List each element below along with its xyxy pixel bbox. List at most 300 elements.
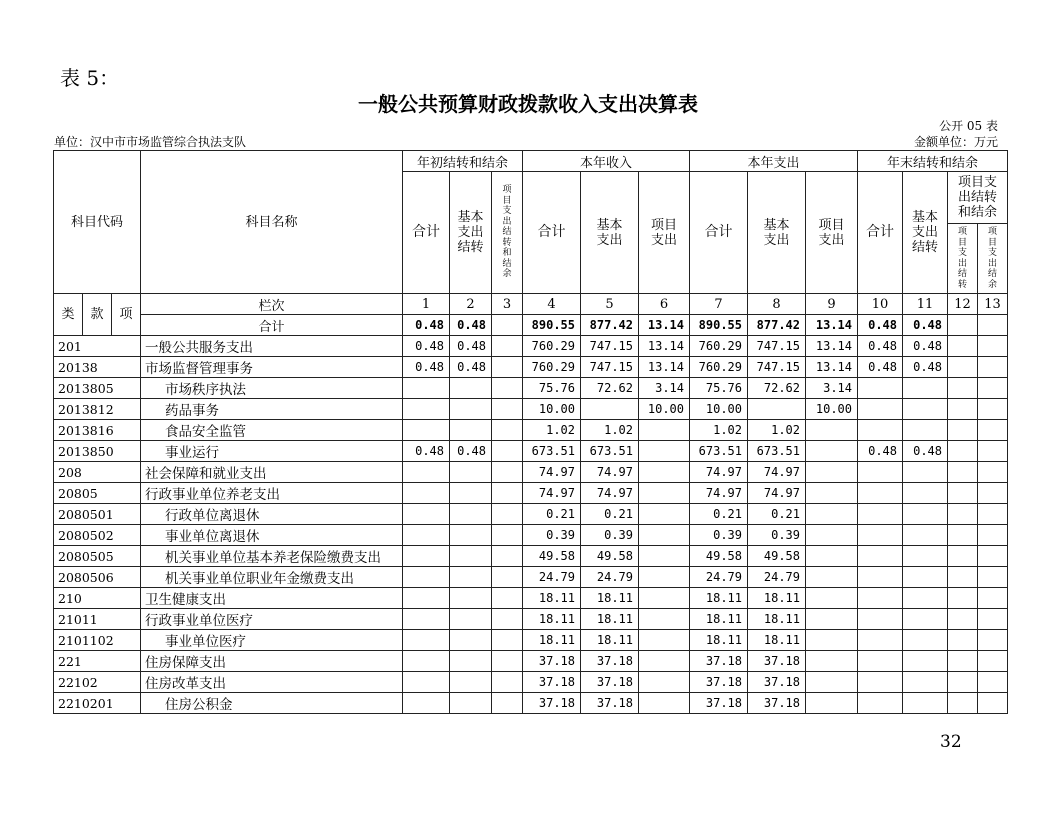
amount-cell xyxy=(903,567,948,588)
amount-cell: 74.97 xyxy=(690,462,748,483)
amount-cell xyxy=(450,504,492,525)
document-title: 一般公共预算财政拨款收入支出决算表 xyxy=(358,92,698,116)
amount-cell xyxy=(492,630,523,651)
amount-cell: 18.11 xyxy=(523,588,581,609)
page-number: 32 xyxy=(940,732,962,752)
table-row xyxy=(54,357,1008,378)
subject-code: 2101102 xyxy=(54,630,141,651)
amount-cell: 0.48 xyxy=(903,357,948,378)
amount-cell: 0.48 xyxy=(903,441,948,462)
form-number: 公开 05 表 xyxy=(939,119,998,133)
amount-cell: 37.18 xyxy=(690,672,748,693)
header-group-expense: 本年支出 xyxy=(690,151,858,172)
amount-cell: 0.48 xyxy=(450,441,492,462)
table-row xyxy=(54,672,1008,693)
amount-cell: 1.02 xyxy=(523,420,581,441)
subject-code: 221 xyxy=(54,651,141,672)
table-body xyxy=(54,336,1008,714)
amount-cell xyxy=(403,651,450,672)
amount-cell: 74.97 xyxy=(523,483,581,504)
amount-cell xyxy=(492,693,523,714)
total-cell: 13.14 xyxy=(639,315,690,336)
subject-name: 事业单位离退休 xyxy=(141,525,403,546)
amount-cell xyxy=(492,672,523,693)
header-income-total: 合计 xyxy=(523,172,581,294)
table-row xyxy=(54,588,1008,609)
amount-cell xyxy=(492,609,523,630)
amount-cell: 3.14 xyxy=(639,378,690,399)
total-cell: 0.48 xyxy=(903,315,948,336)
amount-cell: 13.14 xyxy=(806,336,858,357)
amount-cell xyxy=(903,651,948,672)
col-number: 10 xyxy=(858,294,903,315)
subject-name: 药品事务 xyxy=(141,399,403,420)
amount-cell: 18.11 xyxy=(690,630,748,651)
amount-cell xyxy=(858,525,903,546)
amount-cell xyxy=(450,420,492,441)
amount-cell: 18.11 xyxy=(581,630,639,651)
amount-cell: 0.39 xyxy=(690,525,748,546)
total-cell: 0.48 xyxy=(450,315,492,336)
amount-cell xyxy=(948,441,978,462)
amount-cell xyxy=(948,378,978,399)
col-number: 2 xyxy=(450,294,492,315)
amount-cell: 18.11 xyxy=(748,588,806,609)
amount-cell xyxy=(806,567,858,588)
amount-cell xyxy=(978,462,1008,483)
subject-name: 社会保障和就业支出 xyxy=(141,462,403,483)
amount-cell: 0.21 xyxy=(748,504,806,525)
amount-cell: 37.18 xyxy=(748,672,806,693)
amount-cell: 24.79 xyxy=(523,567,581,588)
amount-cell xyxy=(806,672,858,693)
budget-table xyxy=(53,150,1008,714)
amount-cell xyxy=(806,630,858,651)
header-income-project: 项目支出 xyxy=(639,172,690,294)
amount-cell: 74.97 xyxy=(748,462,806,483)
amount-cell xyxy=(403,420,450,441)
col-number: 4 xyxy=(523,294,581,315)
amount-cell: 74.97 xyxy=(748,483,806,504)
amount-cell xyxy=(492,420,523,441)
amount-cell xyxy=(858,672,903,693)
amount-cell: 0.39 xyxy=(523,525,581,546)
amount-cell xyxy=(450,651,492,672)
amount-cell xyxy=(403,588,450,609)
amount-cell xyxy=(858,378,903,399)
amount-cell: 74.97 xyxy=(690,483,748,504)
subject-code: 2013812 xyxy=(54,399,141,420)
table-label: 表 5： xyxy=(60,66,120,90)
amount-cell xyxy=(492,651,523,672)
header-lanci: 栏次 xyxy=(141,294,403,315)
amount-cell xyxy=(903,504,948,525)
amount-cell xyxy=(403,567,450,588)
amount-cell xyxy=(858,399,903,420)
subject-code: 201 xyxy=(54,336,141,357)
amount-cell: 0.48 xyxy=(858,441,903,462)
amount-cell xyxy=(450,546,492,567)
amount-cell xyxy=(450,630,492,651)
amount-cell: 18.11 xyxy=(690,609,748,630)
amount-cell xyxy=(492,336,523,357)
subject-code: 210 xyxy=(54,588,141,609)
amount-cell xyxy=(903,546,948,567)
amount-cell xyxy=(948,357,978,378)
amount-cell xyxy=(948,483,978,504)
amount-cell: 18.11 xyxy=(523,630,581,651)
amount-cell xyxy=(858,504,903,525)
amount-cell xyxy=(903,588,948,609)
amount-cell: 24.79 xyxy=(748,567,806,588)
subject-name: 行政事业单位医疗 xyxy=(141,609,403,630)
amount-cell: 37.18 xyxy=(523,651,581,672)
amount-cell: 0.48 xyxy=(450,336,492,357)
amount-cell xyxy=(403,630,450,651)
header-expense-total: 合计 xyxy=(690,172,748,294)
amount-cell xyxy=(806,546,858,567)
subject-code: 2080502 xyxy=(54,525,141,546)
subject-name: 市场监督管理事务 xyxy=(141,357,403,378)
amount-cell xyxy=(581,399,639,420)
amount-cell xyxy=(858,567,903,588)
amount-cell: 1.02 xyxy=(690,420,748,441)
table-row xyxy=(54,336,1008,357)
header-end-project-carry: 项目支出结转和结余 xyxy=(948,172,1008,224)
amount-cell xyxy=(639,504,690,525)
table-row xyxy=(54,693,1008,714)
amount-cell xyxy=(403,609,450,630)
amount-cell: 37.18 xyxy=(690,693,748,714)
amount-cell: 37.18 xyxy=(581,693,639,714)
header-subject-code: 科目代码 xyxy=(54,151,141,294)
amount-cell xyxy=(858,630,903,651)
amount-cell xyxy=(450,567,492,588)
amount-cell: 0.39 xyxy=(581,525,639,546)
subject-code: 2013850 xyxy=(54,441,141,462)
currency-unit: 金额单位：万元 xyxy=(913,135,998,149)
amount-cell: 72.62 xyxy=(748,378,806,399)
amount-cell xyxy=(492,588,523,609)
amount-cell xyxy=(978,672,1008,693)
amount-cell: 0.21 xyxy=(523,504,581,525)
subject-code: 20805 xyxy=(54,483,141,504)
header-end-basic-carry: 基本支出结转 xyxy=(903,172,948,294)
amount-cell: 760.29 xyxy=(690,357,748,378)
amount-cell xyxy=(403,483,450,504)
amount-cell xyxy=(492,567,523,588)
table-row xyxy=(54,399,1008,420)
amount-cell xyxy=(492,357,523,378)
amount-cell xyxy=(978,525,1008,546)
amount-cell: 37.18 xyxy=(581,651,639,672)
amount-cell xyxy=(978,483,1008,504)
amount-cell xyxy=(948,609,978,630)
total-cell xyxy=(978,315,1008,336)
amount-cell xyxy=(978,378,1008,399)
header-income-basic: 基本支出 xyxy=(581,172,639,294)
header-begin-project-carry: 项目支出结转和结余 xyxy=(492,172,523,294)
amount-cell: 18.11 xyxy=(581,588,639,609)
amount-cell: 75.76 xyxy=(690,378,748,399)
amount-cell xyxy=(806,651,858,672)
amount-cell xyxy=(806,588,858,609)
amount-cell xyxy=(948,630,978,651)
amount-cell: 760.29 xyxy=(523,357,581,378)
amount-cell xyxy=(903,420,948,441)
amount-cell: 10.00 xyxy=(639,399,690,420)
amount-cell xyxy=(450,588,492,609)
amount-cell: 74.97 xyxy=(581,483,639,504)
col-number: 5 xyxy=(581,294,639,315)
amount-cell xyxy=(903,525,948,546)
amount-cell xyxy=(858,609,903,630)
amount-cell xyxy=(450,693,492,714)
amount-cell: 37.18 xyxy=(748,693,806,714)
col-number: 6 xyxy=(639,294,690,315)
amount-cell xyxy=(948,546,978,567)
amount-cell xyxy=(450,462,492,483)
amount-cell xyxy=(948,693,978,714)
amount-cell xyxy=(858,693,903,714)
header-expense-project: 项目支出 xyxy=(806,172,858,294)
header-kuan: 款 xyxy=(83,294,112,336)
amount-cell xyxy=(639,420,690,441)
amount-cell xyxy=(748,399,806,420)
total-cell: 890.55 xyxy=(690,315,748,336)
amount-cell: 760.29 xyxy=(523,336,581,357)
amount-cell xyxy=(450,609,492,630)
table-header xyxy=(54,151,1008,336)
header-xiang: 项 xyxy=(112,294,141,336)
header-begin-basic-carry: 基本支出结转 xyxy=(450,172,492,294)
amount-cell xyxy=(403,378,450,399)
amount-cell: 37.18 xyxy=(581,672,639,693)
amount-cell xyxy=(806,441,858,462)
amount-cell xyxy=(978,693,1008,714)
amount-cell xyxy=(450,378,492,399)
subject-name: 一般公共服务支出 xyxy=(141,336,403,357)
amount-cell xyxy=(403,504,450,525)
amount-cell: 3.14 xyxy=(806,378,858,399)
amount-cell: 24.79 xyxy=(581,567,639,588)
table-row xyxy=(54,420,1008,441)
amount-cell xyxy=(978,420,1008,441)
amount-cell xyxy=(978,588,1008,609)
table-row xyxy=(54,525,1008,546)
amount-cell xyxy=(903,462,948,483)
amount-cell: 0.21 xyxy=(690,504,748,525)
amount-cell xyxy=(978,546,1008,567)
subject-name: 食品安全监管 xyxy=(141,420,403,441)
amount-cell xyxy=(948,420,978,441)
subject-code: 208 xyxy=(54,462,141,483)
amount-cell xyxy=(903,693,948,714)
amount-cell: 760.29 xyxy=(690,336,748,357)
amount-cell: 0.21 xyxy=(581,504,639,525)
amount-cell xyxy=(858,588,903,609)
amount-cell xyxy=(978,336,1008,357)
total-cell: 13.14 xyxy=(806,315,858,336)
amount-cell: 673.51 xyxy=(523,441,581,462)
col-number: 1 xyxy=(403,294,450,315)
amount-cell xyxy=(492,378,523,399)
amount-cell xyxy=(806,609,858,630)
subject-name: 行政事业单位养老支出 xyxy=(141,483,403,504)
amount-cell: 37.18 xyxy=(523,672,581,693)
table-row xyxy=(54,441,1008,462)
subject-code: 2013816 xyxy=(54,420,141,441)
amount-cell xyxy=(492,546,523,567)
amount-cell: 74.97 xyxy=(581,462,639,483)
amount-cell xyxy=(948,651,978,672)
amount-cell: 49.58 xyxy=(748,546,806,567)
col-number: 9 xyxy=(806,294,858,315)
table-row xyxy=(54,504,1008,525)
amount-cell: 10.00 xyxy=(523,399,581,420)
amount-cell xyxy=(806,420,858,441)
amount-cell: 0.39 xyxy=(748,525,806,546)
total-cell xyxy=(492,315,523,336)
subject-code: 21011 xyxy=(54,609,141,630)
subject-name: 机关事业单位基本养老保险缴费支出 xyxy=(141,546,403,567)
amount-cell xyxy=(858,462,903,483)
col-number: 8 xyxy=(748,294,806,315)
amount-cell xyxy=(403,525,450,546)
amount-cell: 49.58 xyxy=(523,546,581,567)
subject-name: 住房改革支出 xyxy=(141,672,403,693)
amount-cell: 49.58 xyxy=(690,546,748,567)
amount-cell xyxy=(948,672,978,693)
amount-cell: 0.48 xyxy=(450,357,492,378)
amount-cell: 0.48 xyxy=(858,336,903,357)
subject-code: 2013805 xyxy=(54,378,141,399)
amount-cell xyxy=(903,483,948,504)
amount-cell: 13.14 xyxy=(639,357,690,378)
amount-cell xyxy=(403,672,450,693)
amount-cell: 37.18 xyxy=(748,651,806,672)
amount-cell xyxy=(639,483,690,504)
subject-code: 20138 xyxy=(54,357,141,378)
amount-cell: 18.11 xyxy=(748,609,806,630)
amount-cell xyxy=(858,651,903,672)
amount-cell: 673.51 xyxy=(690,441,748,462)
col-number: 7 xyxy=(690,294,748,315)
subject-name: 住房保障支出 xyxy=(141,651,403,672)
amount-cell xyxy=(948,399,978,420)
subject-code: 2080505 xyxy=(54,546,141,567)
table-row xyxy=(54,567,1008,588)
table-row xyxy=(54,378,1008,399)
header-group-end: 年末结转和结余 xyxy=(858,151,1008,172)
col-number: 13 xyxy=(978,294,1008,315)
table-row xyxy=(54,630,1008,651)
amount-cell: 0.48 xyxy=(858,357,903,378)
amount-cell xyxy=(948,336,978,357)
amount-cell: 72.62 xyxy=(581,378,639,399)
amount-cell xyxy=(450,483,492,504)
amount-cell xyxy=(403,693,450,714)
amount-cell xyxy=(806,462,858,483)
header-begin-total: 合计 xyxy=(403,172,450,294)
amount-cell: 673.51 xyxy=(581,441,639,462)
amount-cell: 13.14 xyxy=(639,336,690,357)
amount-cell: 49.58 xyxy=(581,546,639,567)
amount-cell: 0.48 xyxy=(403,357,450,378)
amount-cell xyxy=(639,609,690,630)
amount-cell xyxy=(639,525,690,546)
amount-cell xyxy=(978,567,1008,588)
amount-cell xyxy=(948,525,978,546)
amount-cell: 0.48 xyxy=(903,336,948,357)
amount-cell xyxy=(492,462,523,483)
amount-cell: 13.14 xyxy=(806,357,858,378)
subject-name: 住房公积金 xyxy=(141,693,403,714)
amount-cell xyxy=(639,630,690,651)
amount-cell: 18.11 xyxy=(581,609,639,630)
subject-code: 2210201 xyxy=(54,693,141,714)
amount-cell xyxy=(639,462,690,483)
amount-cell: 747.15 xyxy=(581,357,639,378)
amount-cell xyxy=(806,483,858,504)
amount-cell: 10.00 xyxy=(690,399,748,420)
amount-cell xyxy=(903,630,948,651)
col-number: 3 xyxy=(492,294,523,315)
total-cell: 0.48 xyxy=(403,315,450,336)
amount-cell xyxy=(403,546,450,567)
amount-cell xyxy=(492,525,523,546)
amount-cell xyxy=(978,609,1008,630)
subject-name: 市场秩序执法 xyxy=(141,378,403,399)
table-row xyxy=(54,546,1008,567)
amount-cell: 18.11 xyxy=(523,609,581,630)
total-cell: 0.48 xyxy=(858,315,903,336)
reporting-unit: 单位：汉中市市场监管综合执法支队 xyxy=(54,135,247,149)
total-cell xyxy=(948,315,978,336)
total-label: 合计 xyxy=(141,315,403,336)
amount-cell xyxy=(639,588,690,609)
amount-cell: 673.51 xyxy=(748,441,806,462)
amount-cell: 747.15 xyxy=(581,336,639,357)
amount-cell xyxy=(903,378,948,399)
amount-cell: 18.11 xyxy=(690,588,748,609)
header-group-income: 本年收入 xyxy=(523,151,690,172)
amount-cell xyxy=(492,399,523,420)
amount-cell xyxy=(639,672,690,693)
amount-cell xyxy=(948,567,978,588)
subject-name: 机关事业单位职业年金缴费支出 xyxy=(141,567,403,588)
amount-cell: 18.11 xyxy=(748,630,806,651)
amount-cell xyxy=(450,399,492,420)
amount-cell xyxy=(639,651,690,672)
header-end-project-balance: 项目支出结余 xyxy=(978,224,1008,294)
amount-cell: 10.00 xyxy=(806,399,858,420)
header-end-total: 合计 xyxy=(858,172,903,294)
header-group-begin: 年初结转和结余 xyxy=(403,151,523,172)
total-cell: 877.42 xyxy=(748,315,806,336)
amount-cell xyxy=(492,483,523,504)
amount-cell: 37.18 xyxy=(523,693,581,714)
amount-cell xyxy=(903,609,948,630)
amount-cell: 0.48 xyxy=(403,441,450,462)
amount-cell xyxy=(978,630,1008,651)
subject-code: 2080501 xyxy=(54,504,141,525)
amount-cell: 75.76 xyxy=(523,378,581,399)
amount-cell xyxy=(978,651,1008,672)
amount-cell xyxy=(639,567,690,588)
total-cell: 877.42 xyxy=(581,315,639,336)
amount-cell: 747.15 xyxy=(748,336,806,357)
